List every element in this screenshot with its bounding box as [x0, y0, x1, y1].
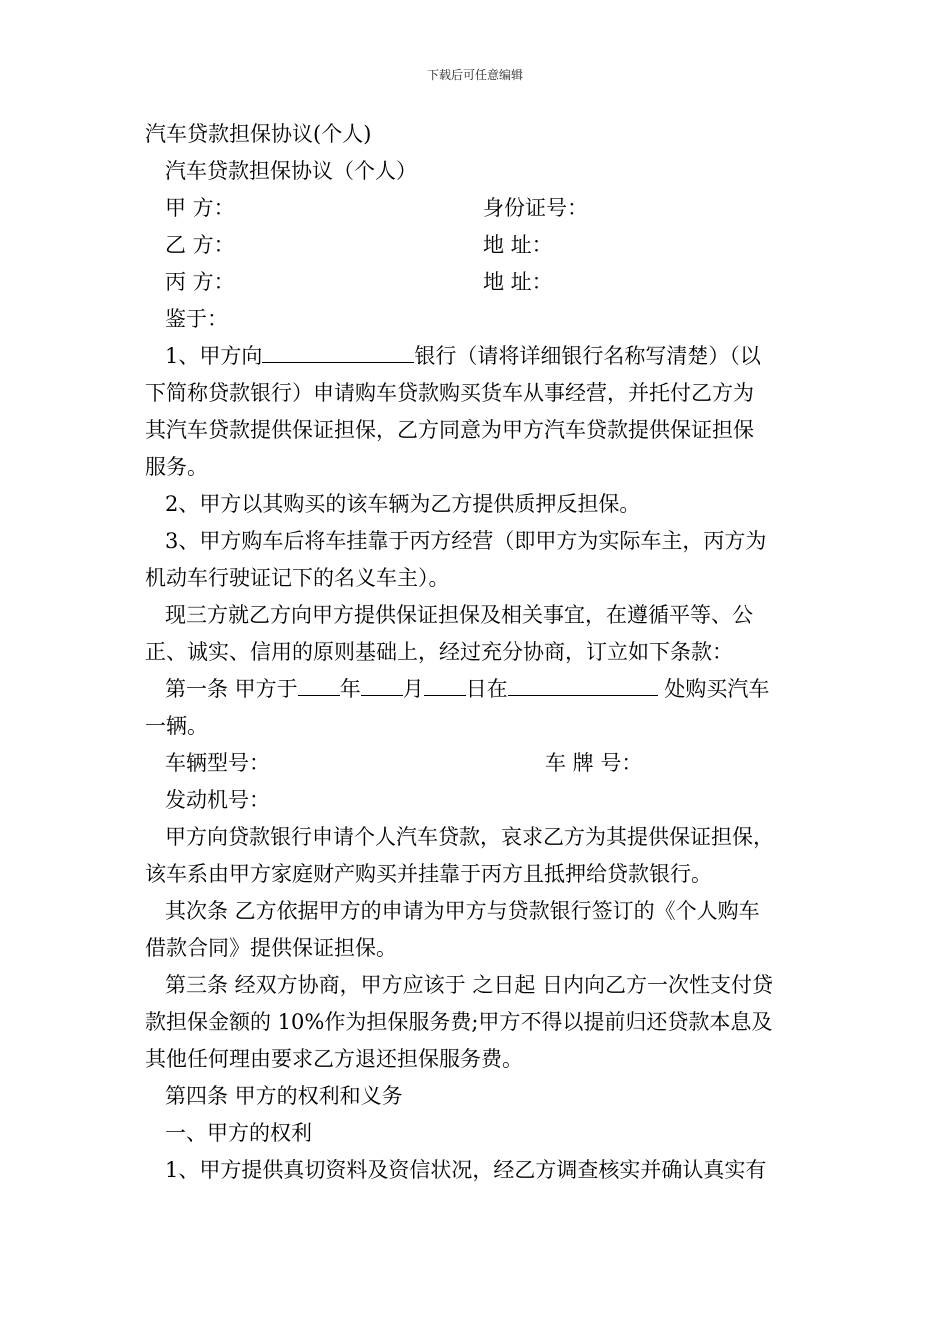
whereas-heading: 鉴于： [165, 307, 228, 331]
month-blank [361, 671, 403, 696]
document-body [145, 116, 835, 1189]
article1-prefix: 第一条 甲方于 [165, 677, 298, 701]
page-header-note: 下载后可任意编辑 [426, 68, 523, 82]
item1-line2: 下简称贷款银行）申请购车贷款购买货车从事经营，并托付乙方为 [145, 381, 754, 405]
item1-line1 [145, 338, 835, 375]
item1-line3: 其汽车贷款提供保证担保，乙方同意为甲方汽车贷款提供保证担保 [145, 418, 754, 442]
party-c-row [145, 264, 835, 301]
doc-subtitle: 汽车贷款担保协议（个人） [165, 159, 417, 183]
loan-application-line1: 甲方向贷款银行申请个人汽车贷款，哀求乙方为其提供保证担保， [165, 825, 774, 849]
item1-line4: 服务。 [145, 455, 208, 479]
agreement-intro-line1: 现三方就乙方向甲方提供保证担保及相关事宜，在遵循平等、公 [165, 603, 753, 627]
id-number-label: 身份证号： [483, 196, 588, 220]
article1-line1 [145, 671, 835, 708]
right1-line1: 1、甲方提供真切资料及资信状况，经乙方调查核实并确认真实有 [165, 1158, 767, 1182]
item1-suffix: 银行（请将详细银行名称写清楚）（以 [414, 344, 761, 368]
day-blank [424, 671, 466, 696]
item3-line1: 3、甲方购车后将车挂靠于丙方经营（即甲方为实际车主，丙方为 [165, 529, 767, 553]
article2-line1: 其次条 乙方依据甲方的申请为甲方与贷款银行签订的《个人购车 [165, 899, 760, 923]
item1-prefix: 1、甲方向 [165, 344, 263, 368]
section-rights-heading: 一、甲方的权利 [165, 1121, 312, 1145]
article1-line2: 一辆。 [145, 714, 208, 738]
vehicle-model-label: 车辆型号： [165, 751, 270, 775]
year-blank [298, 671, 340, 696]
article2-line2: 借款合同》提供保证担保。 [145, 936, 397, 960]
month-label: 月 [402, 677, 424, 701]
article3-line1: 第三条 经双方协商，甲方应该于 之日起 日内向乙方一次性支付贷 [165, 973, 774, 997]
plate-number-label: 车 牌 号： [545, 751, 643, 775]
day-label: 日在 [465, 677, 508, 701]
article1-suffix: 处购买汽车 [657, 677, 770, 701]
party-a-row [145, 190, 835, 227]
party-a-label: 甲 方： [165, 196, 235, 220]
article3-line2: 款担保金额的 10%作为担保服务费;甲方不得以提前归还贷款本息及 [145, 1010, 773, 1034]
vehicle-row [145, 745, 835, 782]
place-blank [508, 671, 658, 696]
party-b-label: 乙 方： [165, 233, 235, 257]
item3-line2: 机动车行驶证记下的名义车主）。 [145, 566, 450, 590]
loan-application-line2: 该车系由甲方家庭财产购买并挂靠于丙方且抵押给贷款银行。 [145, 862, 712, 886]
agreement-intro-line2: 正、诚实、信用的原则基础上，经过充分协商，订立如下条款： [145, 640, 733, 664]
party-c-address-label: 地 址： [483, 270, 553, 294]
doc-title: 汽车贷款担保协议(个人) [145, 122, 372, 146]
engine-number-label: 发动机号： [165, 788, 270, 812]
article3-line3: 其他任何理由要求乙方退还担保服务费。 [145, 1047, 523, 1071]
party-c-label: 丙 方： [165, 270, 235, 294]
year-label: 年 [339, 677, 361, 701]
party-b-address-label: 地 址： [483, 233, 553, 257]
bank-name-blank [262, 338, 414, 363]
article4-heading: 第四条 甲方的权利和义务 [165, 1084, 403, 1108]
item2: 2、甲方以其购买的该车辆为乙方提供质押反担保。 [165, 492, 641, 516]
party-b-row [145, 227, 835, 264]
